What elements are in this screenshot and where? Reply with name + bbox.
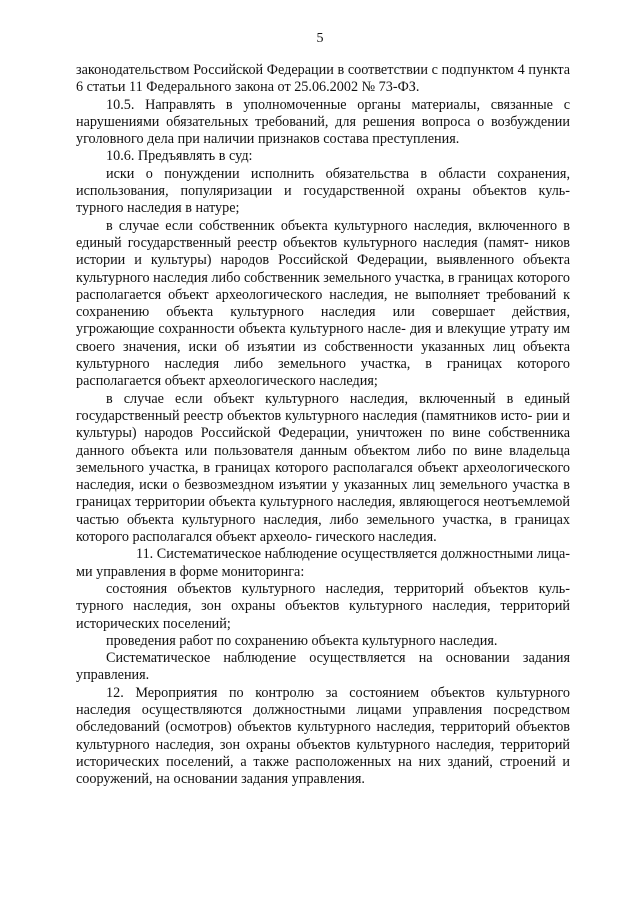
- text-line: совершает действия, угрожающие сохранности объекта культурного насле-: [76, 304, 570, 338]
- paragraph-p6: [76, 546, 570, 581]
- text-line: земельного участка в границах территории объекта культурного наследия,: [76, 477, 571, 511]
- text-line: 11. Систематическое наблюдение осуществляется должностными лица-: [136, 546, 570, 563]
- text-line: 10.6. Предъявлять в суд:: [106, 148, 253, 165]
- text-line: границах которого располагается объект археологического наследия, не: [76, 269, 570, 303]
- text-line: Систематическое наблюдение осуществляется на основании задания: [106, 650, 570, 667]
- paragraph-p9: [76, 650, 570, 685]
- text-line: нарушениями обязательных требований, для решения вопроса о возбуждении: [76, 113, 570, 130]
- paragraph-p8: [76, 633, 570, 650]
- text-line: законодательством Российской Федерации в соответствии с подпунктом 4: [76, 62, 525, 78]
- text-line: строений и сооружений, на основании задания управления.: [76, 753, 571, 788]
- paragraph-p4: [76, 218, 570, 391]
- text-line: вине владельца земельного участка, в границах которого располагался объект: [76, 442, 570, 476]
- text-line: объекта культурного наследия либо собственник земельного участка, в: [76, 252, 570, 286]
- text-line: гического наследия.: [315, 529, 437, 546]
- text-line: 10.5. Направлять в уполномоченные органы материалы, связанные с: [106, 96, 570, 113]
- text-line: проведения работ по сохранению объекта культурного наследия.: [106, 632, 498, 649]
- text-line: турного наследия в натуре;: [76, 200, 240, 217]
- text-line: археологического наследия, иски о безвозмездном изъятии у указанных лиц: [76, 459, 570, 494]
- text-line: турного наследия, зон охраны объектов культурного наследия, территорий: [76, 598, 570, 615]
- text-line: государственный реестр объектов культурного наследия (памятников исто-: [76, 407, 533, 424]
- text-line: указанных лиц объекта культурного наследия либо земельного участка, в: [76, 338, 571, 373]
- text-line: управления.: [76, 667, 150, 684]
- text-line: наследия осуществляются должностными лицами управления посредством: [76, 701, 570, 718]
- text-line: исторических поселений;: [76, 615, 231, 632]
- paragraph-p1: [76, 97, 570, 149]
- paragraph-p2: [76, 148, 570, 165]
- paragraph-p0: [76, 62, 570, 97]
- text-line: в случае если объект культурного наследия, включенный в единый: [106, 390, 570, 407]
- text-line: состояния объектов культурного наследия, территорий объектов куль-: [106, 580, 570, 597]
- text-line: ников истории и культуры) народов Российской Федерации, выявленного: [76, 234, 570, 269]
- text-line: уголовного дела при наличии признаков состава преступления.: [76, 131, 460, 148]
- text-line: обследований (осмотров) объектов культурного наследия, территорий: [76, 719, 511, 736]
- text-line: территорий исторических поселений, а также расположенных на них зданий,: [76, 736, 571, 770]
- paragraph-p7: [76, 581, 570, 633]
- text-line: иски о понуждении исполнить обязательства в области сохранения,: [106, 165, 570, 182]
- text-line: собственника данного объекта или пользователя данным объектом либо по: [76, 425, 570, 459]
- document-body: [76, 62, 570, 788]
- text-line: объектов культурного наследия, зон охраны объектов культурного наследия,: [76, 719, 570, 753]
- paragraph-p3: [76, 166, 570, 218]
- text-line: ми управления в форме мониторинга:: [76, 563, 305, 580]
- text-line: границах которого располагается объект археологического наследия;: [76, 356, 571, 390]
- text-line: дия и влекущие утрату им своего значения, иски об изъятии из собственности: [76, 321, 570, 355]
- text-line: 12. Мероприятия по контролю за состоянием объектов культурного: [106, 684, 570, 701]
- paragraph-p5: [76, 391, 570, 547]
- text-line: в единый государственный реестр объектов культурного наследия (памят-: [76, 217, 570, 251]
- text-line: выполняет требований к сохранению объекта культурного наследия или: [76, 286, 571, 321]
- text-line: земельного участка, в границах которого располагался объект археоло-: [76, 511, 570, 546]
- text-line: рии и культуры) народов Российской Федерации, уничтожен по вине: [76, 407, 571, 442]
- text-line: являющегося неотъемлемой частью объекта культурного наследия, либо: [76, 494, 570, 528]
- text-line: пункта 6 статьи 11 Федерального закона от 25.06.2002 № 73-ФЗ.: [76, 62, 571, 96]
- paragraph-p10: [76, 685, 570, 789]
- page-number: 5: [316, 31, 324, 46]
- text-line: в случае если собственник объекта культурного наследия, включенного: [106, 217, 558, 234]
- text-line: использования, популяризации и государственной охраны объектов куль-: [76, 183, 570, 200]
